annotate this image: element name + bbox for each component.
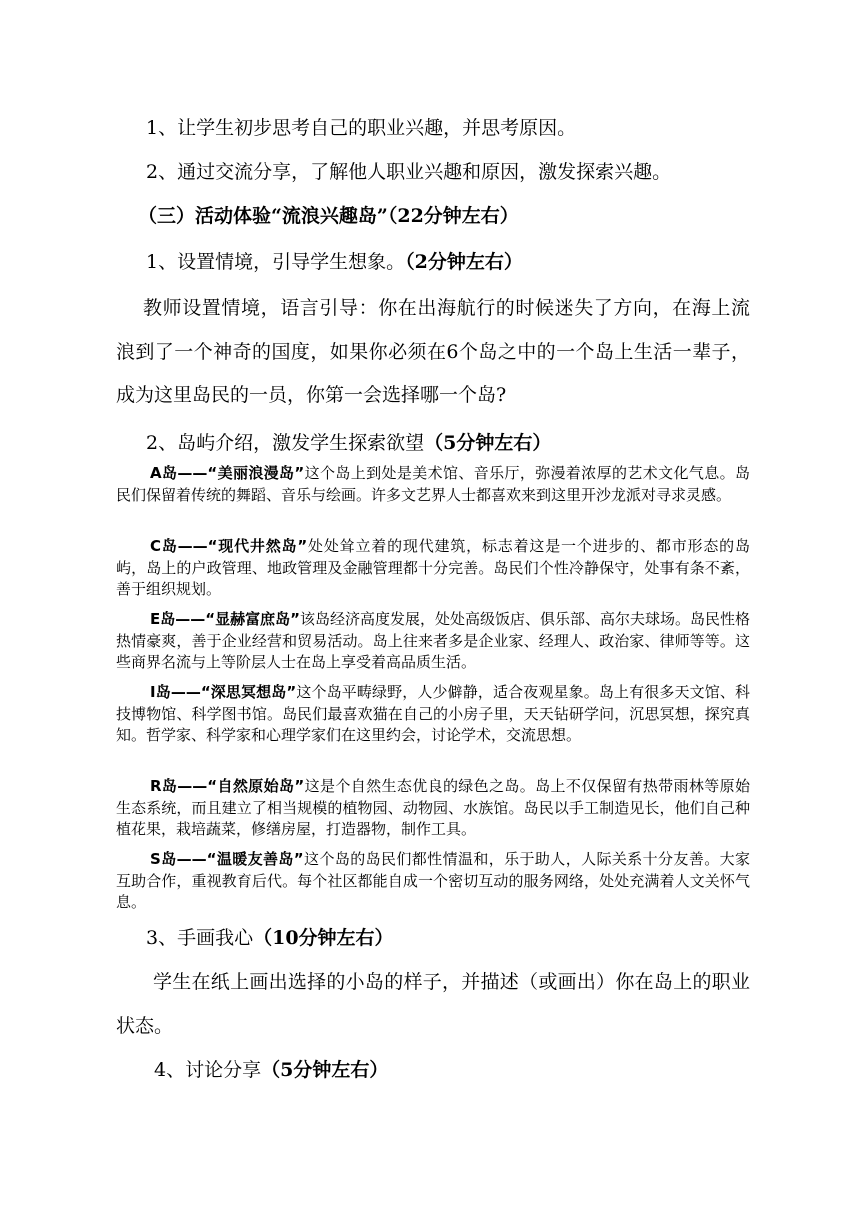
goal-1: 1、让学生初步思考自己的职业兴趣，并思考原因。 <box>146 117 577 139</box>
island-c <box>116 536 750 601</box>
step1-title: 1、设置情境，引导学生想象。 <box>146 251 406 273</box>
island-e <box>116 609 750 674</box>
step4-time: （5分钟左右） <box>261 1059 389 1081</box>
step3-time: （10分钟左右） <box>253 927 394 949</box>
island-r-head: R岛——“自然原始岛” <box>150 777 305 795</box>
island-r <box>116 776 750 841</box>
step3-heading <box>146 926 394 950</box>
island-a-text: 这个岛上到处是美术馆、音乐厅，弥漫着浓厚的艺术文化气息。岛民们保留着传统的舞蹈、音乐与绘画。许多文艺界人士都喜欢来到这里开沙龙派对寻求灵感。 <box>116 464 750 504</box>
step3-paragraph: 学生在纸上画出选择的小岛的样子，并描述（或画出）你在岛上的职业状态。 <box>116 971 750 1037</box>
island-s <box>116 849 750 914</box>
step4-title: 4、讨论分享 <box>154 1059 262 1081</box>
step2-heading <box>146 431 551 455</box>
island-i-text: 这个岛平畴绿野，人少僻静，适合夜观星象。岛上有很多天文馆、科技博物馆、科学图书馆。岛民们最喜欢猫在自己的小房子里，天天钻研学问，沉思冥想，探究真知。哲学家、科学家和心理学家们在这里约会，讨论学术，交流思想。 <box>116 683 750 744</box>
step1-paragraph: 教师设置情境，语言引导：你在出海航行的时候迷失了方向，在海上流浪到了一个神奇的国度，如果你必须在6个岛之中的一个岛上生活一辈子，成为这里岛民的一员，你第一会选择哪一个岛? <box>116 297 750 406</box>
island-s-head: S岛——“温暖友善岛” <box>150 850 304 868</box>
step3-title: 3、手画我心 <box>146 927 254 949</box>
island-c-head: C岛——“现代井然岛” <box>150 537 308 555</box>
section-title: （三）活动体验“流浪兴趣岛”（22分钟左右） <box>138 205 519 227</box>
step4-heading <box>154 1058 388 1082</box>
island-i-head: I岛——“深思冥想岛” <box>150 683 297 701</box>
island-c-text: 处处耸立着的现代建筑，标志着这是一个进步的、都市形态的岛屿，岛上的户政管理、地政管理及金融管理都十分完善。岛民们个性冷静保守，处事有条不紊，善于组织规划。 <box>116 537 750 598</box>
island-e-head: E岛——“显赫富庶岛” <box>150 610 300 628</box>
step2-title: 2、岛屿介绍，激发学生探索欲望 <box>146 432 425 454</box>
island-s-text: 这个岛的岛民们都性情温和，乐于助人，人际关系十分友善。大家互助合作，重视教育后代。每个社区都能自成一个密切互动的服务网络，处处充满着人文关怀气息。 <box>116 850 750 911</box>
island-a-head: A岛——“美丽浪漫岛” <box>150 464 305 482</box>
step1-heading <box>146 250 523 274</box>
goal-2: 2、通过交流分享，了解他人职业兴趣和原因，激发探索兴趣。 <box>146 161 672 183</box>
step1-time: （2分钟左右） <box>405 251 523 273</box>
step2-time: （5分钟左右） <box>424 432 552 454</box>
island-e-text: 该岛经济高度发展，处处高级饭店、俱乐部、高尔夫球场。岛民性格热情豪爽，善于企业经营和贸易活动。岛上往来者多是企业家、经理人、政治家、律师等等。这些商界名流与上等阶层人士在岛上享受着高品质生活。 <box>116 610 750 671</box>
island-a <box>116 463 750 506</box>
island-r-text: 这是个自然生态优良的绿色之岛。岛上不仅保留有热带雨林等原始生态系统，而且建立了相当规模的植物园、动物园、水族馆。岛民以手工制造见长，他们自己种植花果，栽培蔬菜，修缮房屋，打造器物，制作工具。 <box>116 777 750 838</box>
island-i <box>116 682 750 747</box>
